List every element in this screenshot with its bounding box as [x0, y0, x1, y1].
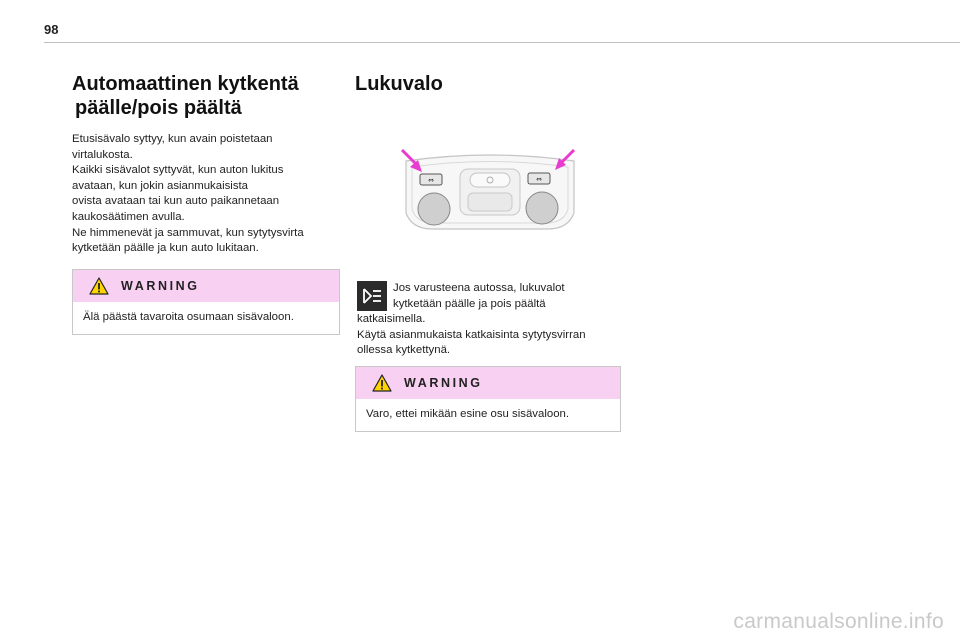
page-number: 98	[44, 22, 59, 37]
note-line: Käytä asianmukaista katkaisinta sytytysvirran	[357, 328, 586, 341]
warning-triangle-icon	[372, 374, 392, 392]
note-text	[357, 281, 623, 359]
section-title-automatic	[72, 72, 340, 120]
svg-text:⇔: ⇔	[428, 176, 434, 185]
body-line: ovista avataan tai kun auto paikannetaan	[72, 195, 280, 208]
reading-light-illustration	[398, 147, 582, 235]
body-line: virtalukosta.	[72, 148, 133, 161]
watermark: carmanualsonline.info	[733, 610, 944, 633]
svg-text:⇔: ⇔	[536, 175, 542, 184]
body-line: kytketään päälle ja kun auto lukitaan.	[72, 242, 259, 255]
warning-box-right	[355, 366, 621, 432]
warning-text: Varo, ettei mikään esine osu sisävaloon.	[366, 408, 570, 420]
body-line: Kaikki sisävalot syttyvät, kun auton lukitus	[72, 164, 284, 177]
title-line-1: Automaattinen kytkentä	[72, 73, 299, 95]
body-line: Ne himmenevät ja sammuvat, kun sytytysvirta	[72, 226, 304, 239]
note-line: katkaisimella.	[357, 313, 426, 326]
section-title-reading-light: Lukuvalo	[355, 73, 443, 95]
warning-triangle-icon	[89, 277, 109, 295]
warning-text: Älä päästä tavaroita osumaan sisävaloon.	[83, 310, 294, 323]
body-line: kaukosäätimen avulla.	[72, 210, 185, 223]
note-line: kytketään päälle ja pois päältä	[393, 297, 546, 310]
left-column	[72, 72, 340, 335]
body-text-automatic	[72, 132, 340, 257]
header-divider	[44, 42, 960, 43]
warning-box-left	[72, 269, 340, 335]
warning-header	[356, 367, 620, 399]
note-line: ollessa kytkettynä.	[357, 344, 451, 357]
note-block	[357, 281, 623, 359]
note-line: Jos varusteena autossa, lukuvalot	[393, 282, 565, 294]
warning-header	[73, 270, 339, 302]
warning-label: WARNING	[404, 376, 483, 390]
body-line: Etusisävalo syttyy, kun avain poistetaan	[72, 133, 273, 145]
warning-label: WARNING	[121, 278, 200, 293]
title-line-2: päälle/pois päältä	[75, 97, 242, 119]
body-line: avataan, kun jokin asianmukaisista	[72, 179, 249, 192]
equipment-option-icon	[357, 281, 387, 311]
right-column	[355, 72, 623, 96]
